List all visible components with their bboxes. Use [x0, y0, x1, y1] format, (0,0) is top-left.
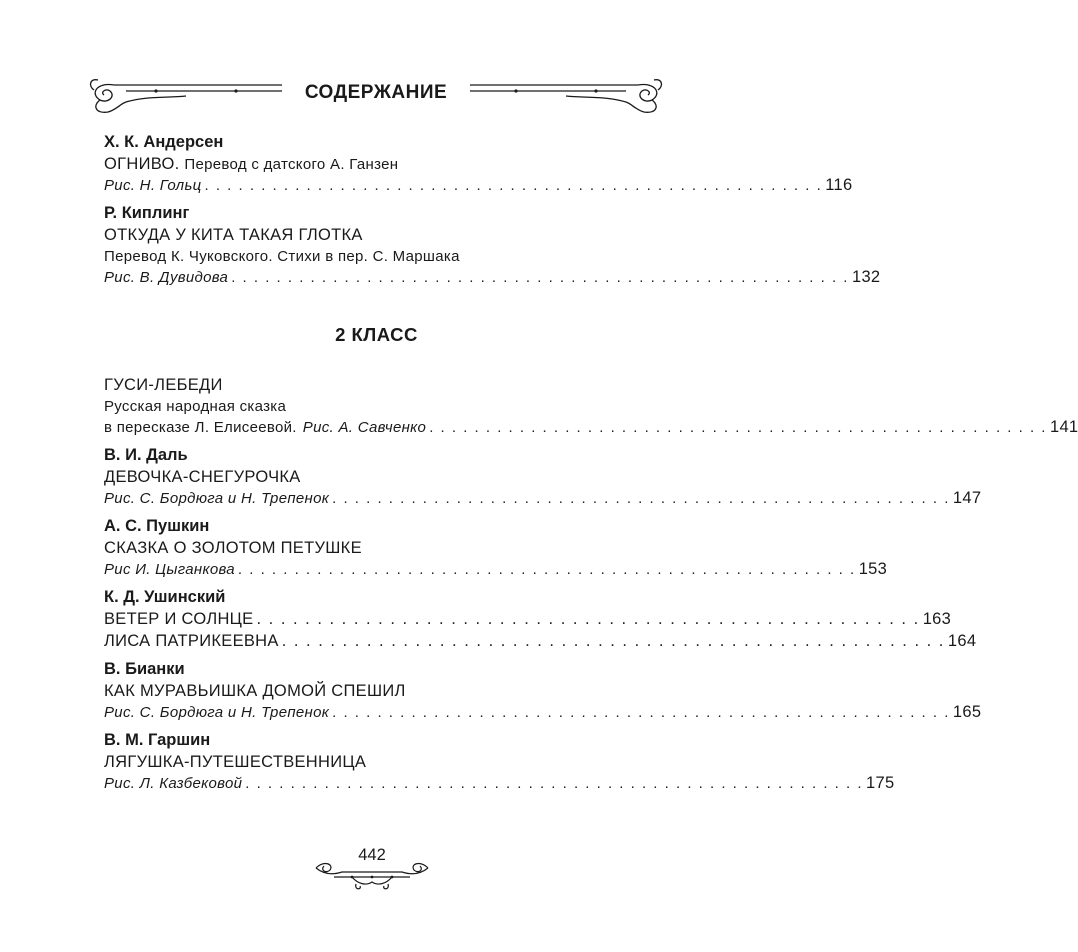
page-number: 132	[851, 268, 881, 286]
author-name: Р. Киплинг	[104, 204, 190, 222]
page-number: 175	[866, 774, 895, 792]
leader-dots: . . . . . . . . . . . . . . . . . . . . . . . . . . . . . . . . . . . . . . . . . . . . . . . . . . . . . . .	[204, 177, 823, 194]
work-title: ОТКУДА У КИТА ТАКАЯ ГЛОТКА	[104, 226, 363, 244]
toc-header	[86, 72, 666, 120]
translation-note: Перевод с датского А. Ганзен	[184, 156, 399, 173]
work-row	[104, 630, 977, 652]
retelling-note: в пересказе Л. Елисеевой.	[104, 419, 297, 436]
work-title: СКАЗКА О ЗОЛОТОМ ПЕТУШКЕ	[104, 539, 362, 557]
leader-dots: . . . . . . . . . . . . . . . . . . . . . . . . . . . . . . . . . . . . . . . . . . . . . . . . . . . . . . .	[237, 561, 856, 578]
page-number: 141	[1049, 418, 1078, 436]
page-number: 153	[858, 560, 888, 578]
leader-dots: . . . . . . . . . . . . . . . . . . . . . . . . . . . . . . . . . . . . . . . . . . . . . . . . . . . . . . .	[256, 610, 920, 628]
footer-ornament-icon	[312, 846, 432, 894]
illustrator-row	[104, 267, 881, 288]
illustrator-row	[104, 702, 982, 723]
section-title: 2 КЛАСС	[335, 324, 418, 345]
illustrator-name: Рис. Л. Казбековой	[104, 775, 243, 792]
illustrator-row	[104, 773, 895, 794]
leader-dots: . . . . . . . . . . . . . . . . . . . . . . . . . . . . . . . . . . . . . . . . . . . . . . . . . . . . . . .	[245, 775, 864, 792]
work-title: ЛИСА ПАТРИКЕЕВНА	[104, 632, 279, 650]
work-title: ЛЯГУШКА-ПУТЕШЕСТВЕННИЦА	[104, 753, 367, 771]
author-name: А. С. Пушкин	[104, 517, 210, 535]
illustrator-row	[104, 488, 982, 509]
leader-dots: . . . . . . . . . . . . . . . . . . . . . . . . . . . . . . . . . . . . . . . . . . . . . . . . . . . . . . .	[231, 269, 849, 286]
right-ornament-icon	[466, 72, 666, 116]
leader-dots: . . . . . . . . . . . . . . . . . . . . . . . . . . . . . . . . . . . . . . . . . . . . . . . . . . . . . . .	[281, 632, 945, 650]
leader-dots: . . . . . . . . . . . . . . . . . . . . . . . . . . . . . . . . . . . . . . . . . . . . . . . . . . . . . . .	[332, 704, 950, 721]
toc-entry-ushinsky	[104, 586, 977, 652]
illustrator-name: Рис. Н. Гольц	[104, 177, 202, 194]
work-row	[104, 608, 952, 630]
leader-dots: . . . . . . . . . . . . . . . . . . . . . . . . . . . . . . . . . . . . . . . . . . . . . . . . . . . . . . .	[332, 490, 950, 507]
toc-entry-gusi-lebedi	[104, 374, 1078, 438]
translation-note: Перевод К. Чуковского. Стихи в пер. С. Маршака	[104, 248, 460, 265]
toc-content	[104, 131, 1078, 800]
illustrator-name: Рис. А. Савченко	[302, 419, 427, 436]
work-title: ОГНИВО.	[104, 155, 180, 173]
toc-entry-andersen	[104, 131, 853, 196]
work-title: ГУСИ-ЛЕБЕДИ	[104, 376, 223, 394]
work-title-line	[104, 153, 649, 175]
illustrator-name: Рис. С. Бордюга и Н. Трепенок	[104, 704, 330, 721]
page-number: 116	[825, 176, 853, 194]
work-title: ДЕВОЧКА-СНЕГУРОЧКА	[104, 468, 301, 486]
toc-entry-garshin	[104, 729, 895, 794]
leader-dots: . . . . . . . . . . . . . . . . . . . . . . . . . . . . . . . . . . . . . . . . . . . . . . . . . . . . . . .	[429, 419, 1047, 436]
toc-entry-pushkin	[104, 515, 888, 580]
page-number: 147	[952, 489, 982, 507]
illustrator-row	[104, 559, 888, 580]
illustrator-name: Рис. С. Бордюга и Н. Трепенок	[104, 490, 330, 507]
author-name: В. Бианки	[104, 660, 185, 678]
illustrator-row	[104, 417, 1078, 438]
work-title: ВЕТЕР И СОЛНЦЕ	[104, 610, 254, 628]
page-title: СОДЕРЖАНИЕ	[304, 82, 448, 103]
page-number: 163	[922, 610, 952, 628]
page-number: 164	[947, 632, 977, 650]
toc-entry-dal	[104, 444, 982, 509]
author-name: К. Д. Ушинский	[104, 588, 226, 606]
genre-note: Русская народная сказка	[104, 398, 287, 415]
author-name: В. И. Даль	[104, 446, 188, 464]
work-title: КАК МУРАВЬИШКА ДОМОЙ СПЕШИЛ	[104, 682, 406, 700]
illustrator-name: Рис. В. Дувидова	[104, 269, 229, 286]
illustrator-name: Рис И. Цыганкова	[104, 561, 235, 578]
folio-number: 442	[358, 846, 386, 864]
author-name: В. М. Гаршин	[104, 731, 211, 749]
illustrator-row	[104, 175, 853, 196]
page-number: 165	[952, 703, 982, 721]
page-footer	[312, 846, 432, 894]
author-name: Х. К. Андерсен	[104, 133, 224, 151]
toc-entry-bianki	[104, 658, 982, 723]
toc-entry-kipling	[104, 202, 881, 288]
